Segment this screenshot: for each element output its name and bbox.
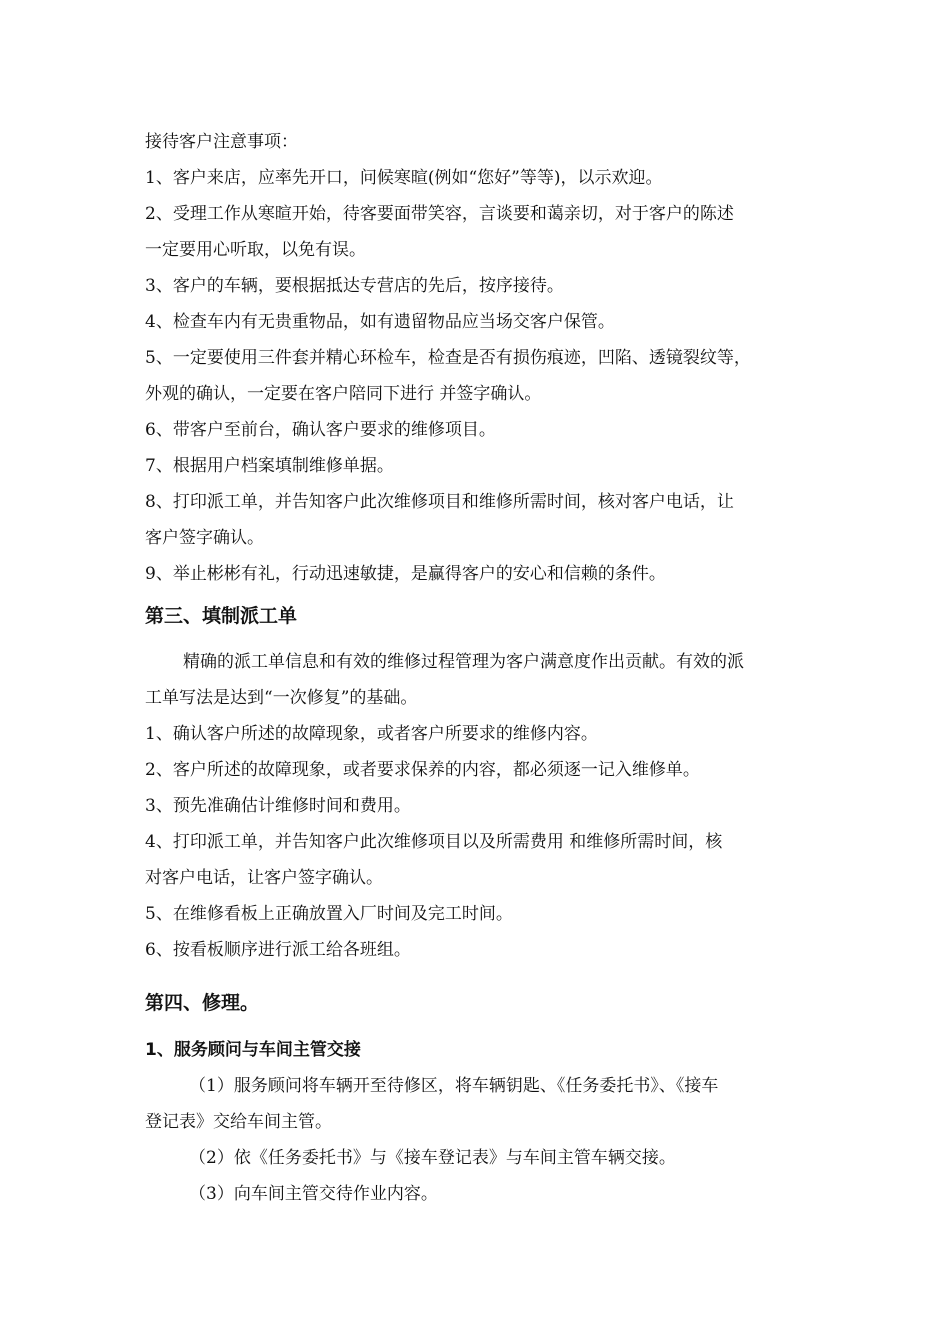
section3-paragraph-line-2: 工单写法是达到“一次修复”的基础。: [145, 688, 418, 708]
intro-item-5: 5、一定要使用三件套并精心环检车，检查是否有损伤痕迹，凹陷、透镜裂纹等，: [145, 348, 751, 368]
intro-title: 接待客户注意事项：: [145, 132, 298, 152]
section3-item-5: 5、在维修看板上正确放置入厂时间及完工时间。: [145, 904, 513, 924]
intro-item-8-cont: 客户签字确认。: [145, 528, 264, 548]
section4-subheading: 1、服务顾问与车间主管交接: [145, 1040, 361, 1060]
section4-step-1: （1）服务顾问将车辆开至待修区，将车辆钥匙、《任务委托书》、《接车: [189, 1076, 719, 1096]
document-body: [145, 124, 825, 1212]
section3-item-4: 4、打印派工单，并告知客户此次维修项目以及所需费用 和维修所需时间，核: [145, 832, 723, 852]
section3-paragraph-line-1: 精确的派工单信息和有效的维修过程管理为客户满意度作出贡献。有效的派: [183, 652, 744, 672]
intro-item-4: 4、检查车内有无贵重物品，如有遗留物品应当场交客户保管。: [145, 312, 615, 332]
intro-item-5-cont: 外观的确认，一定要在客户陪同下进行 并签字确认。: [145, 384, 542, 404]
section3-heading: 第三、填制派工单: [145, 605, 298, 627]
section3-item-3: 3、预先准确估计维修时间和费用。: [145, 796, 411, 816]
intro-item-6: 6、带客户至前台，确认客户要求的维修项目。: [145, 420, 496, 440]
intro-item-7: 7、根据用户档案填制维修单据。: [145, 456, 394, 476]
section4-step-3: （3）向车间主管交待作业内容。: [189, 1184, 438, 1204]
intro-item-3: 3、客户的车辆，要根据抵达专营店的先后，按序接待。: [145, 276, 564, 296]
intro-item-9: 9、举止彬彬有礼，行动迅速敏捷，是赢得客户的安心和信赖的条件。: [145, 564, 666, 584]
intro-item-2-cont: 一定要用心听取，以免有误。: [145, 240, 366, 260]
section4-step-1-cont: 登记表》交给车间主管。: [145, 1112, 332, 1132]
section4-heading: 第四、修理。: [145, 992, 260, 1014]
section4-step-2: （2）依《任务委托书》与《接车登记表》与车间主管车辆交接。: [189, 1148, 676, 1168]
section3-item-4-cont: 对客户电话，让客户签字确认。: [145, 868, 383, 888]
intro-item-2: 2、受理工作从寒暄开始，待客要面带笑容，言谈要和蔼亲切，对于客户的陈述: [145, 204, 734, 224]
intro-item-8: 8、打印派工单，并告知客户此次维修项目和维修所需时间，核对客户电话，让: [145, 492, 734, 512]
section3-item-6: 6、按看板顺序进行派工给各班组。: [145, 940, 411, 960]
section3-item-2: 2、客户所述的故障现象，或者要求保养的内容，都必须逐一记入维修单。: [145, 760, 700, 780]
section3-item-1: 1、确认客户所述的故障现象，或者客户所要求的维修内容。: [145, 724, 598, 744]
intro-item-1: 1、客户来店，应率先开口，问候寒暄(例如“您好”等等)，以示欢迎。: [145, 168, 663, 188]
